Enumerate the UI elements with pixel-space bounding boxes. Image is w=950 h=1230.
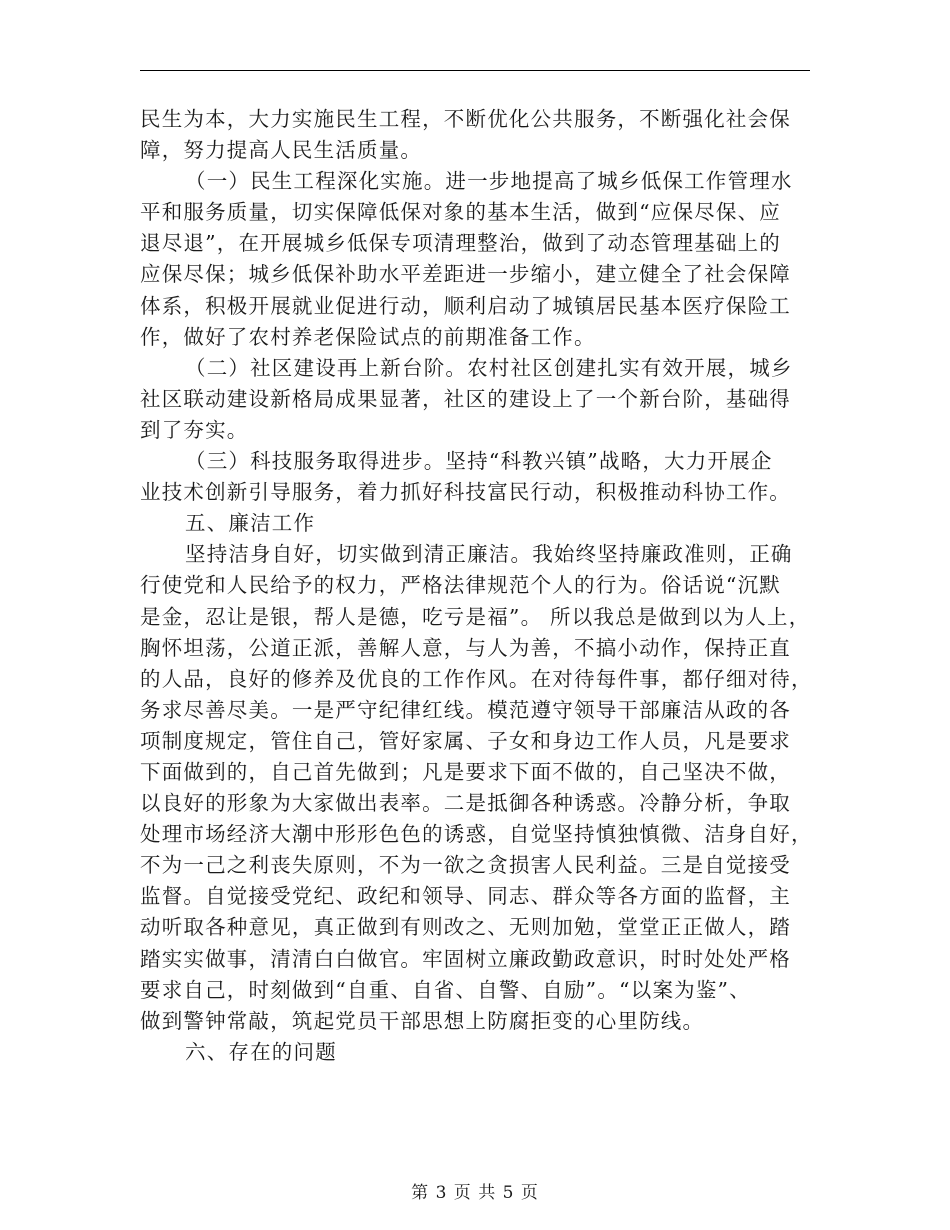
text-line: 以良好的形象为大家做出表率。二是抵御各种诱惑。冷静分析，争取: [140, 791, 791, 816]
text-line: 胸怀坦荡，公道正派，善解人意，与人为善，不搞小动作，保持正直: [140, 635, 791, 660]
text-line: 下面做到的，自己首先做到；凡是要求下面不做的，自己坚决不做，: [140, 759, 791, 784]
text-line: 坚持洁身自好，切实做到清正廉洁。我始终坚持廉政准则，正确: [185, 542, 793, 567]
text-line: 处理市场经济大潮中形形色色的诱惑，自觉坚持慎独慎微、洁身自好，: [140, 822, 813, 847]
text-line: 体系，积极开展就业促进行动，顺利启动了城镇居民基本医疗保险工: [140, 293, 791, 318]
text-line: 做到警钟常敲，筑起党员干部思想上防腐拒变的心里防线。: [140, 1008, 705, 1033]
text-line: 民生为本，大力实施民生工程，不断优化公共服务，不断强化社会保: [140, 107, 791, 131]
text-line: 业技术创新引导服务，着力抓好科技富民行动，积极推动科协工作。: [140, 480, 791, 505]
text-line: 六、存在的问题: [185, 1039, 337, 1064]
text-line: 退尽退”，在开展城乡低保专项清理整治，做到了动态管理基础上的: [140, 231, 781, 256]
text-line: （三）科技服务取得进步。坚持“科教兴镇”战略，大力开展企: [185, 449, 773, 474]
document-body: [140, 104, 815, 1068]
text-line: （二）社区建设再上新台阶。农村社区创建扎实有效开展，城乡: [185, 355, 793, 380]
text-line: （一）民生工程深化实施。进一步地提高了城乡低保工作管理水: [185, 169, 793, 194]
text-line: 障，努力提高人民生活质量。: [140, 138, 423, 163]
text-line: 是金，忍让是银，帮人是德，吃亏是福”。 所以我总是做到以为人上，: [140, 604, 811, 629]
text-line: 务求尽善尽美。一是严守纪律红线。模范遵守领导干部廉洁从政的各: [140, 697, 791, 722]
text-line: 项制度规定，管住自己，管好家属、子女和身边工作人员，凡是要求: [140, 728, 791, 753]
text-line: 监督。自觉接受党纪、政纪和领导、同志、群众等各方面的监督，主: [140, 884, 791, 909]
text-line: 到了夯实。: [140, 417, 249, 442]
text-line: 不为一己之利丧失原则，不为一欲之贪损害人民利益。三是自觉接受: [140, 853, 791, 878]
text-line: 踏实实做事，清清白白做官。牢固树立廉政勤政意识，时时处处严格: [140, 946, 791, 971]
text-line: 应保尽保；城乡低保补助水平差距进一步缩小，建立健全了社会保障: [140, 262, 791, 287]
page-number-label: 第 3 页 共 5 页: [411, 1183, 539, 1203]
text-line: 五、廉洁工作: [185, 511, 316, 536]
text-line: 行使党和人民给予的权力，严格法律规范个人的行为。俗话说“沉默: [140, 573, 781, 598]
text-line: 要求自己，时刻做到“自重、自省、自警、自励”。“以案为鉴”、: [140, 977, 751, 1002]
page-footer: [0, 1178, 950, 1203]
header-rule: [140, 70, 810, 71]
text-line: 平和服务质量，切实保障低保对象的基本生活，做到“应保尽保、应: [140, 200, 781, 225]
text-line: 作，做好了农村养老保险试点的前期准备工作。: [140, 324, 596, 349]
text-line: 社区联动建设新格局成果显著，社区的建设上了一个新台阶，基础得: [140, 386, 791, 411]
text-line: 动听取各种意见，真正做到有则改之、无则加勉，堂堂正正做人，踏: [140, 915, 791, 940]
text-line: 的人品，良好的修养及优良的工作作风。在对待每件事，都仔细对待，: [140, 666, 813, 691]
